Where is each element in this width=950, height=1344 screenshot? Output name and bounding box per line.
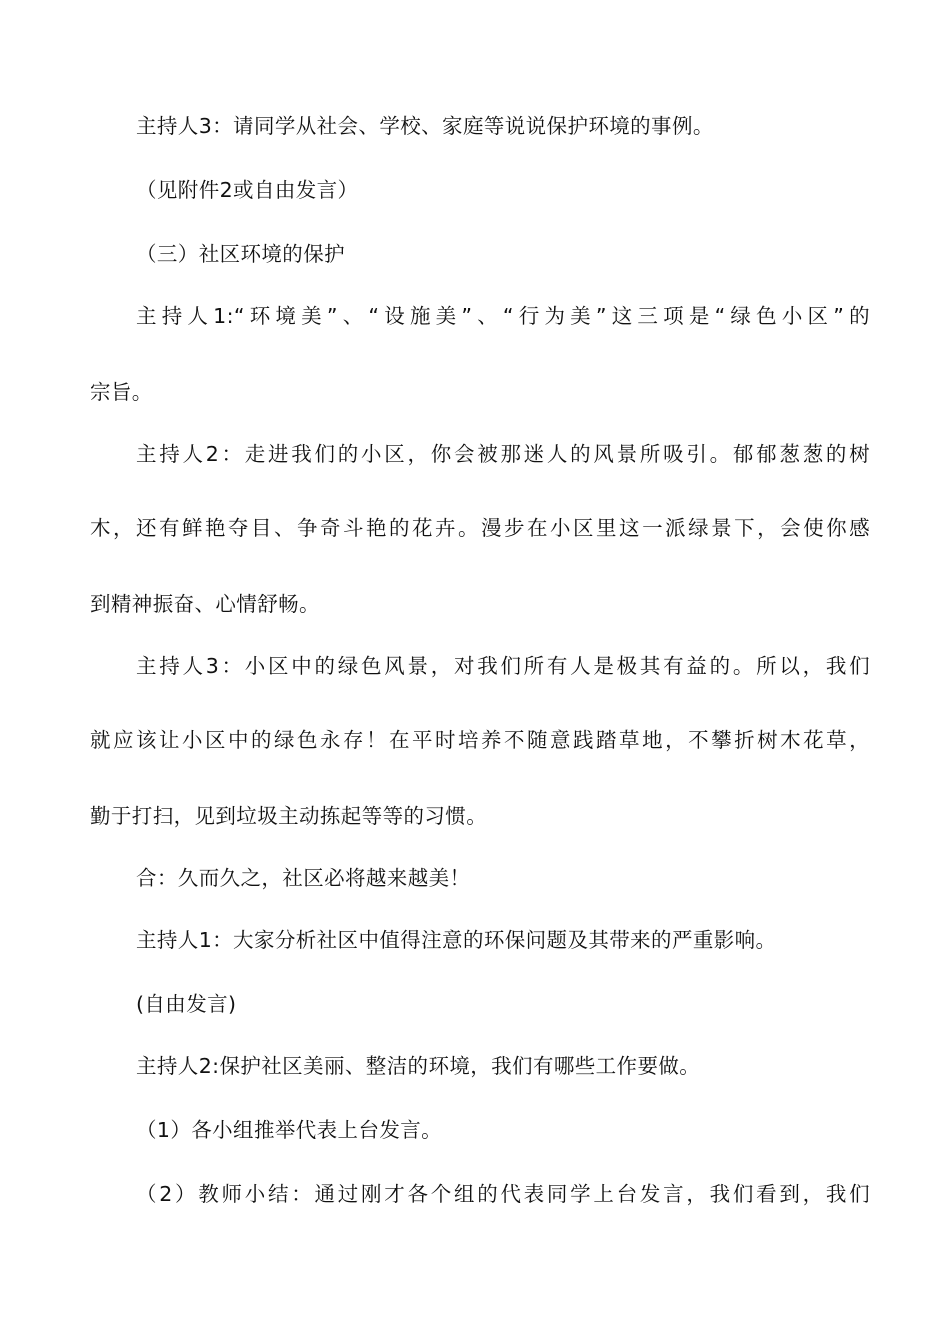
paragraph-chorus: 合：久而久之，社区必将越来越美！ — [136, 866, 471, 890]
paragraph-host1-line1: 主持人1:“环境美”、“设施美”、“行为美”这三项是“绿色小区”的 — [136, 304, 870, 328]
paragraph-host3-examples: 主持人3：请同学从社会、学校、家庭等说说保护环境的事例。 — [136, 114, 714, 138]
paragraph-host3-line1: 主持人3：小区中的绿色风景，对我们所有人是极其有益的。所以，我们 — [136, 654, 870, 678]
list-item-2: （2）教师小结：通过刚才各个组的代表同学上台发言，我们看到，我们 — [136, 1182, 870, 1206]
paragraph-host3-line3: 勤于打扫，见到垃圾主动拣起等等的习惯。 — [90, 804, 488, 828]
paragraph-host1-analysis: 主持人1：大家分析社区中值得注意的环保问题及其带来的严重影响。 — [136, 928, 777, 952]
paragraph-host2-tasks: 主持人2:保护社区美丽、整洁的环境，我们有哪些工作要做。 — [136, 1054, 701, 1078]
paragraph-free-speech: (自由发言) — [136, 992, 237, 1016]
list-item-1: （1）各小组推举代表上台发言。 — [136, 1118, 443, 1142]
paragraph-host3-line2: 就应该让小区中的绿色永存！在平时培养不随意践踏草地，不攀折树木花草， — [90, 728, 870, 752]
paragraph-see-attachment: （见附件2或自由发言） — [136, 178, 359, 202]
paragraph-host2-line1: 主持人2：走进我们的小区，你会被那迷人的风景所吸引。郁郁葱葱的树 — [136, 442, 870, 466]
paragraph-host2-line2: 木，还有鲜艳夺目、争奇斗艳的花卉。漫步在小区里这一派绿景下，会使你感 — [90, 516, 870, 540]
paragraph-host2-line3: 到精神振奋、心情舒畅。 — [90, 592, 320, 616]
paragraph-host1-line2: 宗旨。 — [90, 380, 153, 404]
section-heading-community: （三）社区环境的保护 — [136, 242, 345, 266]
